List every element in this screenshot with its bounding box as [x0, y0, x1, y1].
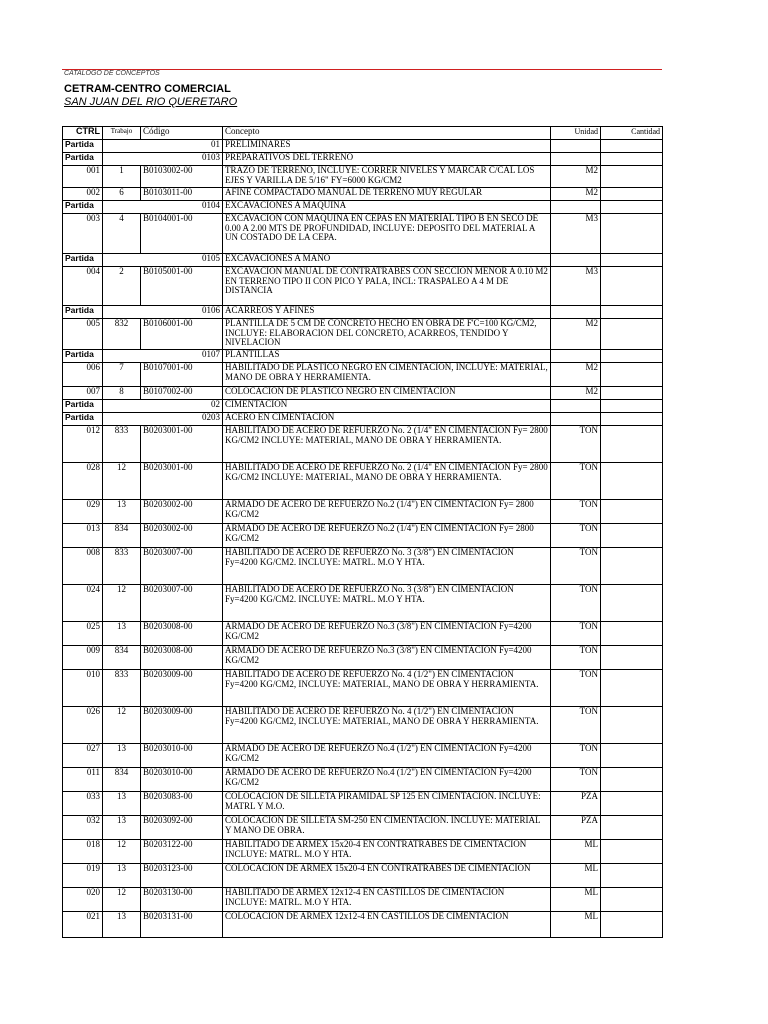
- partida-qty-cell: [601, 140, 663, 153]
- row-codigo: B0203008-00: [141, 622, 223, 646]
- partida-qty-cell: [601, 153, 663, 166]
- row-ctrl: 025: [63, 622, 103, 646]
- row-ctrl: 021: [63, 912, 103, 938]
- row-trabajo: 13: [103, 864, 141, 888]
- row-unidad: ML: [551, 912, 601, 938]
- row-cantidad: [601, 840, 663, 864]
- partida-unit-cell: [551, 254, 601, 267]
- table-row: [63, 548, 663, 585]
- row-unidad: TON: [551, 463, 601, 500]
- row-concepto: COLOCACION DE ARMEX 12x12-4 EN CASTILLOS DE CIMENTACION: [223, 912, 551, 938]
- row-trabajo: 13: [103, 622, 141, 646]
- partida-unit-cell: [551, 413, 601, 426]
- row-cantidad: [601, 768, 663, 792]
- partida-row: [63, 350, 663, 363]
- row-cantidad: [601, 166, 663, 188]
- row-codigo: B0203001-00: [141, 463, 223, 500]
- row-cantidad: [601, 912, 663, 938]
- table-row: [63, 840, 663, 864]
- partida-unit-cell: [551, 350, 601, 363]
- row-ctrl: 009: [63, 646, 103, 670]
- table-row: [63, 768, 663, 792]
- row-codigo: B0203007-00: [141, 585, 223, 622]
- row-concepto: AFINE COMPACTADO MANUAL DE TERRENO MUY REGULAR: [223, 188, 551, 201]
- row-cantidad: [601, 188, 663, 201]
- row-codigo: B0107001-00: [141, 363, 223, 387]
- row-ctrl: 032: [63, 816, 103, 840]
- partida-qty-cell: [601, 306, 663, 319]
- partida-label: Partida: [63, 254, 103, 267]
- row-codigo: B0203007-00: [141, 548, 223, 585]
- table-row: [63, 463, 663, 500]
- row-trabajo: 12: [103, 888, 141, 912]
- partida-label: Partida: [63, 400, 103, 413]
- partida-row: [63, 413, 663, 426]
- row-codigo: B0203092-00: [141, 816, 223, 840]
- row-trabajo: 13: [103, 816, 141, 840]
- row-concepto: HABILITADO DE ACERO DE REFUERZO No. 2 (1/4" EN CIMENTACION Fy= 2800 KG/CM2 INCLUYE: MATERIAL, MANO DE OBRA Y HERRAMIENTA.: [223, 463, 551, 500]
- row-unidad: ML: [551, 864, 601, 888]
- row-ctrl: 018: [63, 840, 103, 864]
- concepts-table: [62, 126, 663, 938]
- row-concepto: HABILITADO DE ARMEX 15x20-4 EN CONTRATRABES DE CIMENTACION INCLUYE: MATRL. M.O Y HTA.: [223, 840, 551, 864]
- row-cantidad: [601, 548, 663, 585]
- table-row: [63, 744, 663, 768]
- header-trabajo: Trabajo: [103, 127, 141, 140]
- row-trabajo: 833: [103, 548, 141, 585]
- partida-row: [63, 306, 663, 319]
- row-concepto: ARMADO DE ACERO DE REFUERZO No.2 (1/4") EN CIMENTACION Fy= 2800 KG/CM2: [223, 524, 551, 548]
- row-ctrl: 029: [63, 500, 103, 524]
- location-subtitle: SAN JUAN DEL RIO QUERETARO: [64, 96, 238, 108]
- row-concepto: EXCAVACION MANUAL DE CONTRATRABES CON SECCION MENOR A 0.10 M2 EN TERRENO TIPO II CON PICO Y PALA, INCL: TRASPALEO A 4 M DE DISTANCIA: [223, 267, 551, 306]
- table-row: [63, 166, 663, 188]
- partida-qty-cell: [601, 201, 663, 214]
- partida-qty-cell: [601, 350, 663, 363]
- row-trabajo: 13: [103, 744, 141, 768]
- partida-label: Partida: [63, 413, 103, 426]
- table-row: [63, 707, 663, 744]
- partida-name: EXCAVACIONES A MANO: [223, 254, 551, 267]
- row-cantidad: [601, 816, 663, 840]
- partida-row: [63, 400, 663, 413]
- partida-code: 0104: [103, 201, 223, 214]
- row-codigo: B0203002-00: [141, 524, 223, 548]
- row-cantidad: [601, 744, 663, 768]
- partida-code: 0105: [103, 254, 223, 267]
- row-codigo: B0203009-00: [141, 707, 223, 744]
- row-trabajo: 834: [103, 524, 141, 548]
- row-concepto: PLANTILLA DE 5 CM DE CONCRETO HECHO EN OBRA DE F'C=100 KG/CM2, INCLUYE: ELABORACION DEL CONCRETO, ACARREOS, TENDIDO Y NIVELACION: [223, 319, 551, 350]
- row-trabajo: 832: [103, 319, 141, 350]
- table-row: [63, 524, 663, 548]
- row-codigo: B0103011-00: [141, 188, 223, 201]
- row-ctrl: 003: [63, 214, 103, 254]
- row-cantidad: [601, 524, 663, 548]
- partida-unit-cell: [551, 201, 601, 214]
- row-ctrl: 006: [63, 363, 103, 387]
- partida-qty-cell: [601, 413, 663, 426]
- row-unidad: TON: [551, 500, 601, 524]
- row-ctrl: 028: [63, 463, 103, 500]
- row-unidad: M2: [551, 387, 601, 400]
- partida-code: 0107: [103, 350, 223, 363]
- row-trabajo: 833: [103, 670, 141, 707]
- row-trabajo: 834: [103, 646, 141, 670]
- row-ctrl: 024: [63, 585, 103, 622]
- row-trabajo: 12: [103, 707, 141, 744]
- row-unidad: M3: [551, 214, 601, 254]
- row-ctrl: 001: [63, 166, 103, 188]
- row-ctrl: 026: [63, 707, 103, 744]
- table-row: [63, 363, 663, 387]
- row-codigo: B0203009-00: [141, 670, 223, 707]
- row-ctrl: 020: [63, 888, 103, 912]
- row-cantidad: [601, 426, 663, 463]
- row-codigo: B0203123-00: [141, 864, 223, 888]
- row-concepto: COLOCACION DE SILLETA SM-250 EN CIMENTACION. INCLUYE: MATERIAL Y MANO DE OBRA.: [223, 816, 551, 840]
- row-ctrl: 027: [63, 744, 103, 768]
- row-ctrl: 011: [63, 768, 103, 792]
- table-row: [63, 267, 663, 306]
- partida-label: Partida: [63, 201, 103, 214]
- partida-row: [63, 254, 663, 267]
- row-cantidad: [601, 585, 663, 622]
- partida-code: 0103: [103, 153, 223, 166]
- header-cantidad: Cantidad: [601, 127, 663, 140]
- table-row: [63, 500, 663, 524]
- row-concepto: COLOCACION DE ARMEX 15x20-4 EN CONTRATRABES DE CIMENTACION: [223, 864, 551, 888]
- row-codigo: B0203122-00: [141, 840, 223, 864]
- row-concepto: COLOCACION DE PLASTICO NEGRO EN CIMENTACION: [223, 387, 551, 400]
- partida-qty-cell: [601, 400, 663, 413]
- table-row: [63, 622, 663, 646]
- partida-unit-cell: [551, 140, 601, 153]
- row-cantidad: [601, 214, 663, 254]
- row-codigo: B0105001-00: [141, 267, 223, 306]
- table-row: [63, 426, 663, 463]
- row-cantidad: [601, 670, 663, 707]
- row-cantidad: [601, 646, 663, 670]
- row-ctrl: 012: [63, 426, 103, 463]
- row-ctrl: 008: [63, 548, 103, 585]
- row-cantidad: [601, 500, 663, 524]
- row-unidad: TON: [551, 622, 601, 646]
- row-unidad: TON: [551, 548, 601, 585]
- row-codigo: B0203130-00: [141, 888, 223, 912]
- row-codigo: B0203002-00: [141, 500, 223, 524]
- partida-name: CIMENTACION: [223, 400, 551, 413]
- row-codigo: B0103002-00: [141, 166, 223, 188]
- partida-code: 02: [103, 400, 223, 413]
- row-cantidad: [601, 319, 663, 350]
- row-cantidad: [601, 463, 663, 500]
- table-row: [63, 387, 663, 400]
- header-unidad: Unidad: [551, 127, 601, 140]
- row-cantidad: [601, 864, 663, 888]
- row-unidad: TON: [551, 707, 601, 744]
- row-concepto: HABILITADO DE ACERO DE REFUERZO No. 4 (1/2") EN CIMENTACION Fy=4200 KG/CM2, INCLUYE: MATERIAL, MANO DE OBRA Y HERRAMIENTA.: [223, 670, 551, 707]
- company-title: CETRAM-CENTRO COMERCIAL: [64, 83, 231, 95]
- row-unidad: TON: [551, 426, 601, 463]
- table-row: [63, 319, 663, 350]
- row-unidad: PZA: [551, 792, 601, 816]
- partida-unit-cell: [551, 153, 601, 166]
- row-trabajo: 2: [103, 267, 141, 306]
- partida-label: Partida: [63, 306, 103, 319]
- row-codigo: B0107002-00: [141, 387, 223, 400]
- table-row: [63, 585, 663, 622]
- table-header-row: [63, 127, 663, 140]
- partida-name: ACARREOS Y AFINES: [223, 306, 551, 319]
- row-cantidad: [601, 363, 663, 387]
- partida-row: [63, 140, 663, 153]
- header-codigo: Código: [141, 127, 223, 140]
- partida-name: PLANTILLAS: [223, 350, 551, 363]
- table-row: [63, 888, 663, 912]
- row-ctrl: 019: [63, 864, 103, 888]
- row-concepto: HABILITADO DE ACERO DE REFUERZO No. 2 (1/4" EN CIMENTACION Fy= 2800 KG/CM2 INCLUYE: MATERIAL, MANO DE OBRA Y HERRAMIENTA.: [223, 426, 551, 463]
- row-codigo: B0203083-00: [141, 792, 223, 816]
- table-row: [63, 214, 663, 254]
- row-concepto: HABILITADO DE ACERO DE REFUERZO No. 4 (1/2") EN CIMENTACION Fy=4200 KG/CM2, INCLUYE: MATERIAL, MANO DE OBRA Y HERRAMIENTA.: [223, 707, 551, 744]
- row-trabajo: 834: [103, 768, 141, 792]
- partida-code: 0203: [103, 413, 223, 426]
- row-trabajo: 13: [103, 500, 141, 524]
- row-trabajo: 12: [103, 585, 141, 622]
- row-cantidad: [601, 888, 663, 912]
- partida-row: [63, 153, 663, 166]
- row-unidad: ML: [551, 888, 601, 912]
- row-trabajo: 4: [103, 214, 141, 254]
- row-trabajo: 833: [103, 426, 141, 463]
- row-codigo: B0203131-00: [141, 912, 223, 938]
- row-trabajo: 6: [103, 188, 141, 201]
- catalog-label: CATALOGO DE CONCEPTOS: [64, 70, 160, 77]
- row-trabajo: 1: [103, 166, 141, 188]
- row-unidad: TON: [551, 524, 601, 548]
- partida-name: PRELIMINARES: [223, 140, 551, 153]
- row-concepto: ARMADO DE ACERO DE REFUERZO No.4 (1/2") EN CIMENTACION Fy=4200 KG/CM2: [223, 768, 551, 792]
- row-unidad: TON: [551, 585, 601, 622]
- row-ctrl: 007: [63, 387, 103, 400]
- row-ctrl: 004: [63, 267, 103, 306]
- row-trabajo: 7: [103, 363, 141, 387]
- row-concepto: HABILITADO DE ARMEX 12x12-4 EN CASTILLOS DE CIMENTACION INCLUYE: MATRL. M.O Y HTA.: [223, 888, 551, 912]
- table-row: [63, 864, 663, 888]
- row-unidad: TON: [551, 768, 601, 792]
- table-row: [63, 646, 663, 670]
- row-codigo: B0203001-00: [141, 426, 223, 463]
- row-codigo: B0104001-00: [141, 214, 223, 254]
- row-codigo: B0203008-00: [141, 646, 223, 670]
- partida-label: Partida: [63, 140, 103, 153]
- row-unidad: ML: [551, 840, 601, 864]
- partida-label: Partida: [63, 350, 103, 363]
- row-concepto: ARMADO DE ACERO DE REFUERZO No.3 (3/8") EN CIMENTACION Fy=4200 KG/CM2: [223, 646, 551, 670]
- row-cantidad: [601, 387, 663, 400]
- row-unidad: TON: [551, 646, 601, 670]
- row-trabajo: 12: [103, 840, 141, 864]
- row-cantidad: [601, 622, 663, 646]
- row-codigo: B0106001-00: [141, 319, 223, 350]
- table-row: [63, 670, 663, 707]
- row-unidad: TON: [551, 744, 601, 768]
- row-concepto: HABILITADO DE ACERO DE REFUERZO No. 3 (3/8") EN CIMENTACION Fy=4200 KG/CM2. INCLUYE: MATRL. M.O Y HTA.: [223, 585, 551, 622]
- row-cantidad: [601, 707, 663, 744]
- row-concepto: ARMADO DE ACERO DE REFUERZO No.3 (3/8") EN CIMENTACION Fy=4200 KG/CM2: [223, 622, 551, 646]
- partida-unit-cell: [551, 306, 601, 319]
- row-trabajo: 13: [103, 912, 141, 938]
- row-cantidad: [601, 267, 663, 306]
- row-codigo: B0203010-00: [141, 744, 223, 768]
- row-ctrl: 002: [63, 188, 103, 201]
- row-unidad: M2: [551, 188, 601, 201]
- row-concepto: ARMADO DE ACERO DE REFUERZO No.4 (1/2") EN CIMENTACION Fy=4200 KG/CM2: [223, 744, 551, 768]
- row-concepto: HABILITADO DE PLASTICO NEGRO EN CIMENTACION, INCLUYE: MATERIAL, MANO DE OBRA Y HERRAMIENTA.: [223, 363, 551, 387]
- row-trabajo: 13: [103, 792, 141, 816]
- partida-name: PREPARATIVOS DEL TERRENO: [223, 153, 551, 166]
- row-ctrl: 033: [63, 792, 103, 816]
- row-concepto: EXCAVACION CON MAQUINA EN CEPAS EN MATERIAL TIPO B EN SECO DE 0.00 A 2.00 MTS DE PROFUNDIDAD, INCLUYE: DEPOSITO DEL MATERIAL A UN COSTADO DE LA CEPA.: [223, 214, 551, 254]
- row-unidad: PZA: [551, 816, 601, 840]
- partida-name: EXCAVACIONES A MAQUINA: [223, 201, 551, 214]
- row-unidad: TON: [551, 670, 601, 707]
- table-body: [63, 140, 663, 938]
- table-row: [63, 792, 663, 816]
- row-concepto: TRAZO DE TERRENO, INCLUYE: CORRER NIVELES Y MARCAR C/CAL LOS EJES Y VARILLA DE 5/16" FY=6000 KG/CM2: [223, 166, 551, 188]
- partida-code: 01: [103, 140, 223, 153]
- row-concepto: ARMADO DE ACERO DE REFUERZO No.2 (1/4") EN CIMENTACION Fy= 2800 KG/CM2: [223, 500, 551, 524]
- row-cantidad: [601, 792, 663, 816]
- row-concepto: COLOCACION DE SILLETA PIRAMIDAL SP 125 EN CIMENTACION. INCLUYE: MATRL Y M.O.: [223, 792, 551, 816]
- partida-unit-cell: [551, 400, 601, 413]
- table-row: [63, 188, 663, 201]
- row-unidad: M2: [551, 319, 601, 350]
- row-trabajo: 12: [103, 463, 141, 500]
- row-trabajo: 8: [103, 387, 141, 400]
- row-ctrl: 013: [63, 524, 103, 548]
- row-unidad: M3: [551, 267, 601, 306]
- header-concepto: Concepto: [223, 127, 551, 140]
- row-ctrl: 010: [63, 670, 103, 707]
- partida-qty-cell: [601, 254, 663, 267]
- row-ctrl: 005: [63, 319, 103, 350]
- table-row: [63, 816, 663, 840]
- table-row: [63, 912, 663, 938]
- partida-code: 0106: [103, 306, 223, 319]
- row-unidad: M2: [551, 363, 601, 387]
- partida-name: ACERO EN CIMENTACION: [223, 413, 551, 426]
- partida-row: [63, 201, 663, 214]
- header-ctrl: CTRL: [63, 127, 103, 140]
- row-unidad: M2: [551, 166, 601, 188]
- partida-label: Partida: [63, 153, 103, 166]
- row-codigo: B0203010-00: [141, 768, 223, 792]
- row-concepto: HABILITADO DE ACERO DE REFUERZO No. 3 (3/8") EN CIMENTACION Fy=4200 KG/CM2. INCLUYE: MATRL. M.O Y HTA.: [223, 548, 551, 585]
